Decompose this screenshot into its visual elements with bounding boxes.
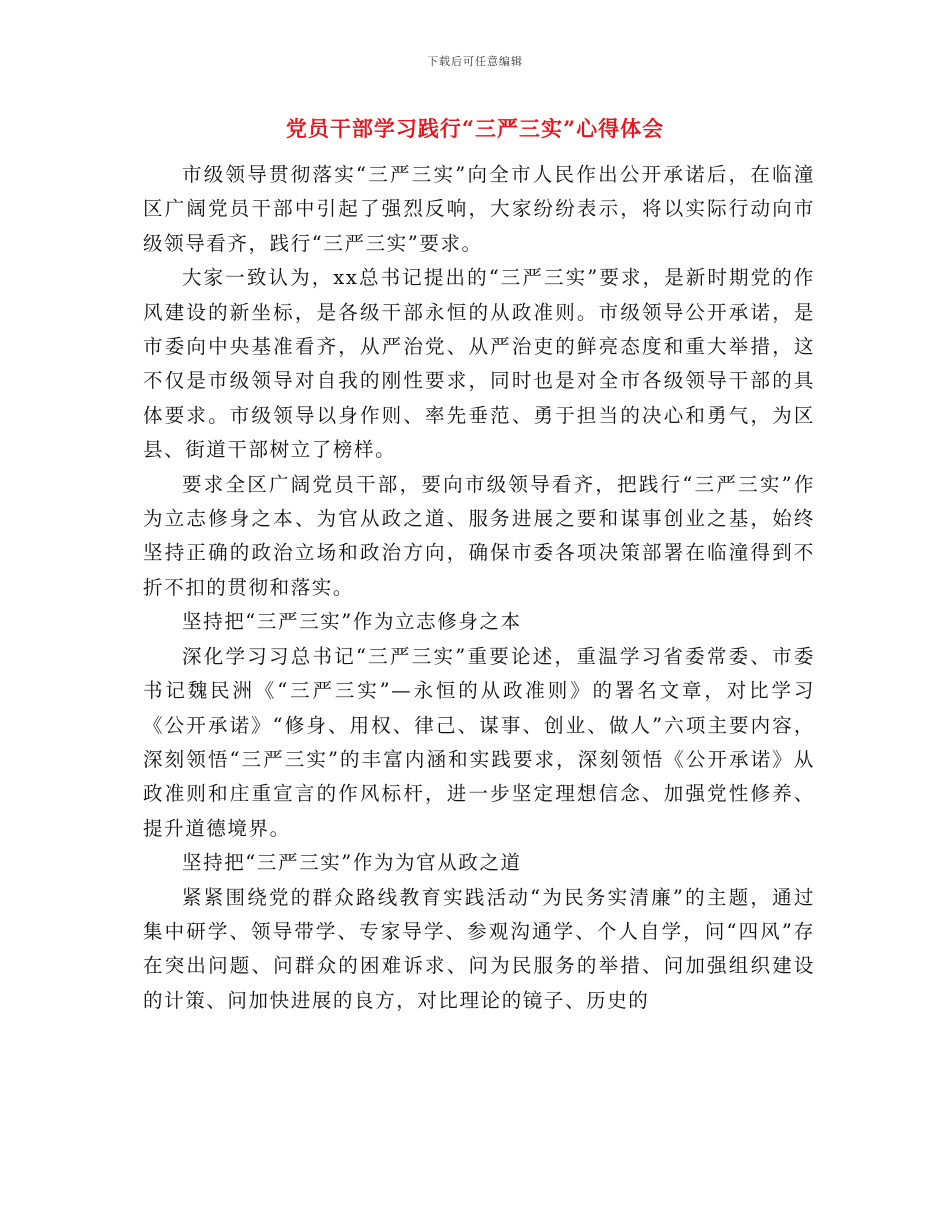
section-heading: 坚持把“三严三实”作为立志修身之本 <box>182 610 522 634</box>
header-note: 下载后可任意编辑 <box>427 55 523 68</box>
document-body <box>143 158 815 1018</box>
paragraph: 市级领导贯彻落实“三严三实”向全市人民作出公开承诺后，在临潼区广阔党员干部中引起了强烈反响，大家纷纷表示，将以实际行动向市级领导看齐，践行“三严三实”要求。 <box>143 163 815 255</box>
paragraph: 深化学习习总书记“三严三实”重要论述，重温学习省委常委、市委书记魏民洲《“三严三实”—永恒的从政准则》的署名文章，对比学习《公开承诺》“修身、用权、律己、谋事、创业、做人”六项主要内容，深刻领悟“三严三实”的丰富内涵和实践要求，深刻领悟《公开承诺》从政准则和庄重宣言的作风标杆，进一步坚定理想信念、加强党性修养、提升道德境界。 <box>143 644 815 840</box>
paragraph: 紧紧围绕党的群众路线教育实践活动“为民务实清廉”的主题，通过集中研学、领导带学、专家导学、参观沟通学、个人自学，问“四风”存在突出问题、问群众的困难诉求、问为民服务的举措、问加强组织建设的计策、问加快进展的良方，对比理论的镜子、历史的 <box>143 885 815 1012</box>
section-heading: 坚持把“三严三实”作为为官从政之道 <box>182 851 522 875</box>
document-title: 党员干部学习践行“三严三实”心得体会 <box>285 116 665 141</box>
paragraph: 要求全区广阔党员干部，要向市级领导看齐，把践行“三严三实”作为立志修身之本、为官从政之道、服务进展之要和谋事创业之基，始终坚持正确的政治立场和政治方向，确保市委各项决策部署在临潼得到不折不扣的贯彻和落实。 <box>143 472 815 599</box>
paragraph: 大家一致认为，xx总书记提出的“三严三实”要求，是新时期党的作风建设的新坐标，是各级干部永恒的从政准则。市级领导公开承诺，是市委向中央基准看齐，从严治党、从严治吏的鲜亮态度和重大举措，这不仅是市级领导对自我的刚性要求，同时也是对全市各级领导干部的具体要求。市级领导以身作则、率先垂范、勇于担当的决心和勇气，为区县、街道干部树立了榜样。 <box>143 266 815 462</box>
